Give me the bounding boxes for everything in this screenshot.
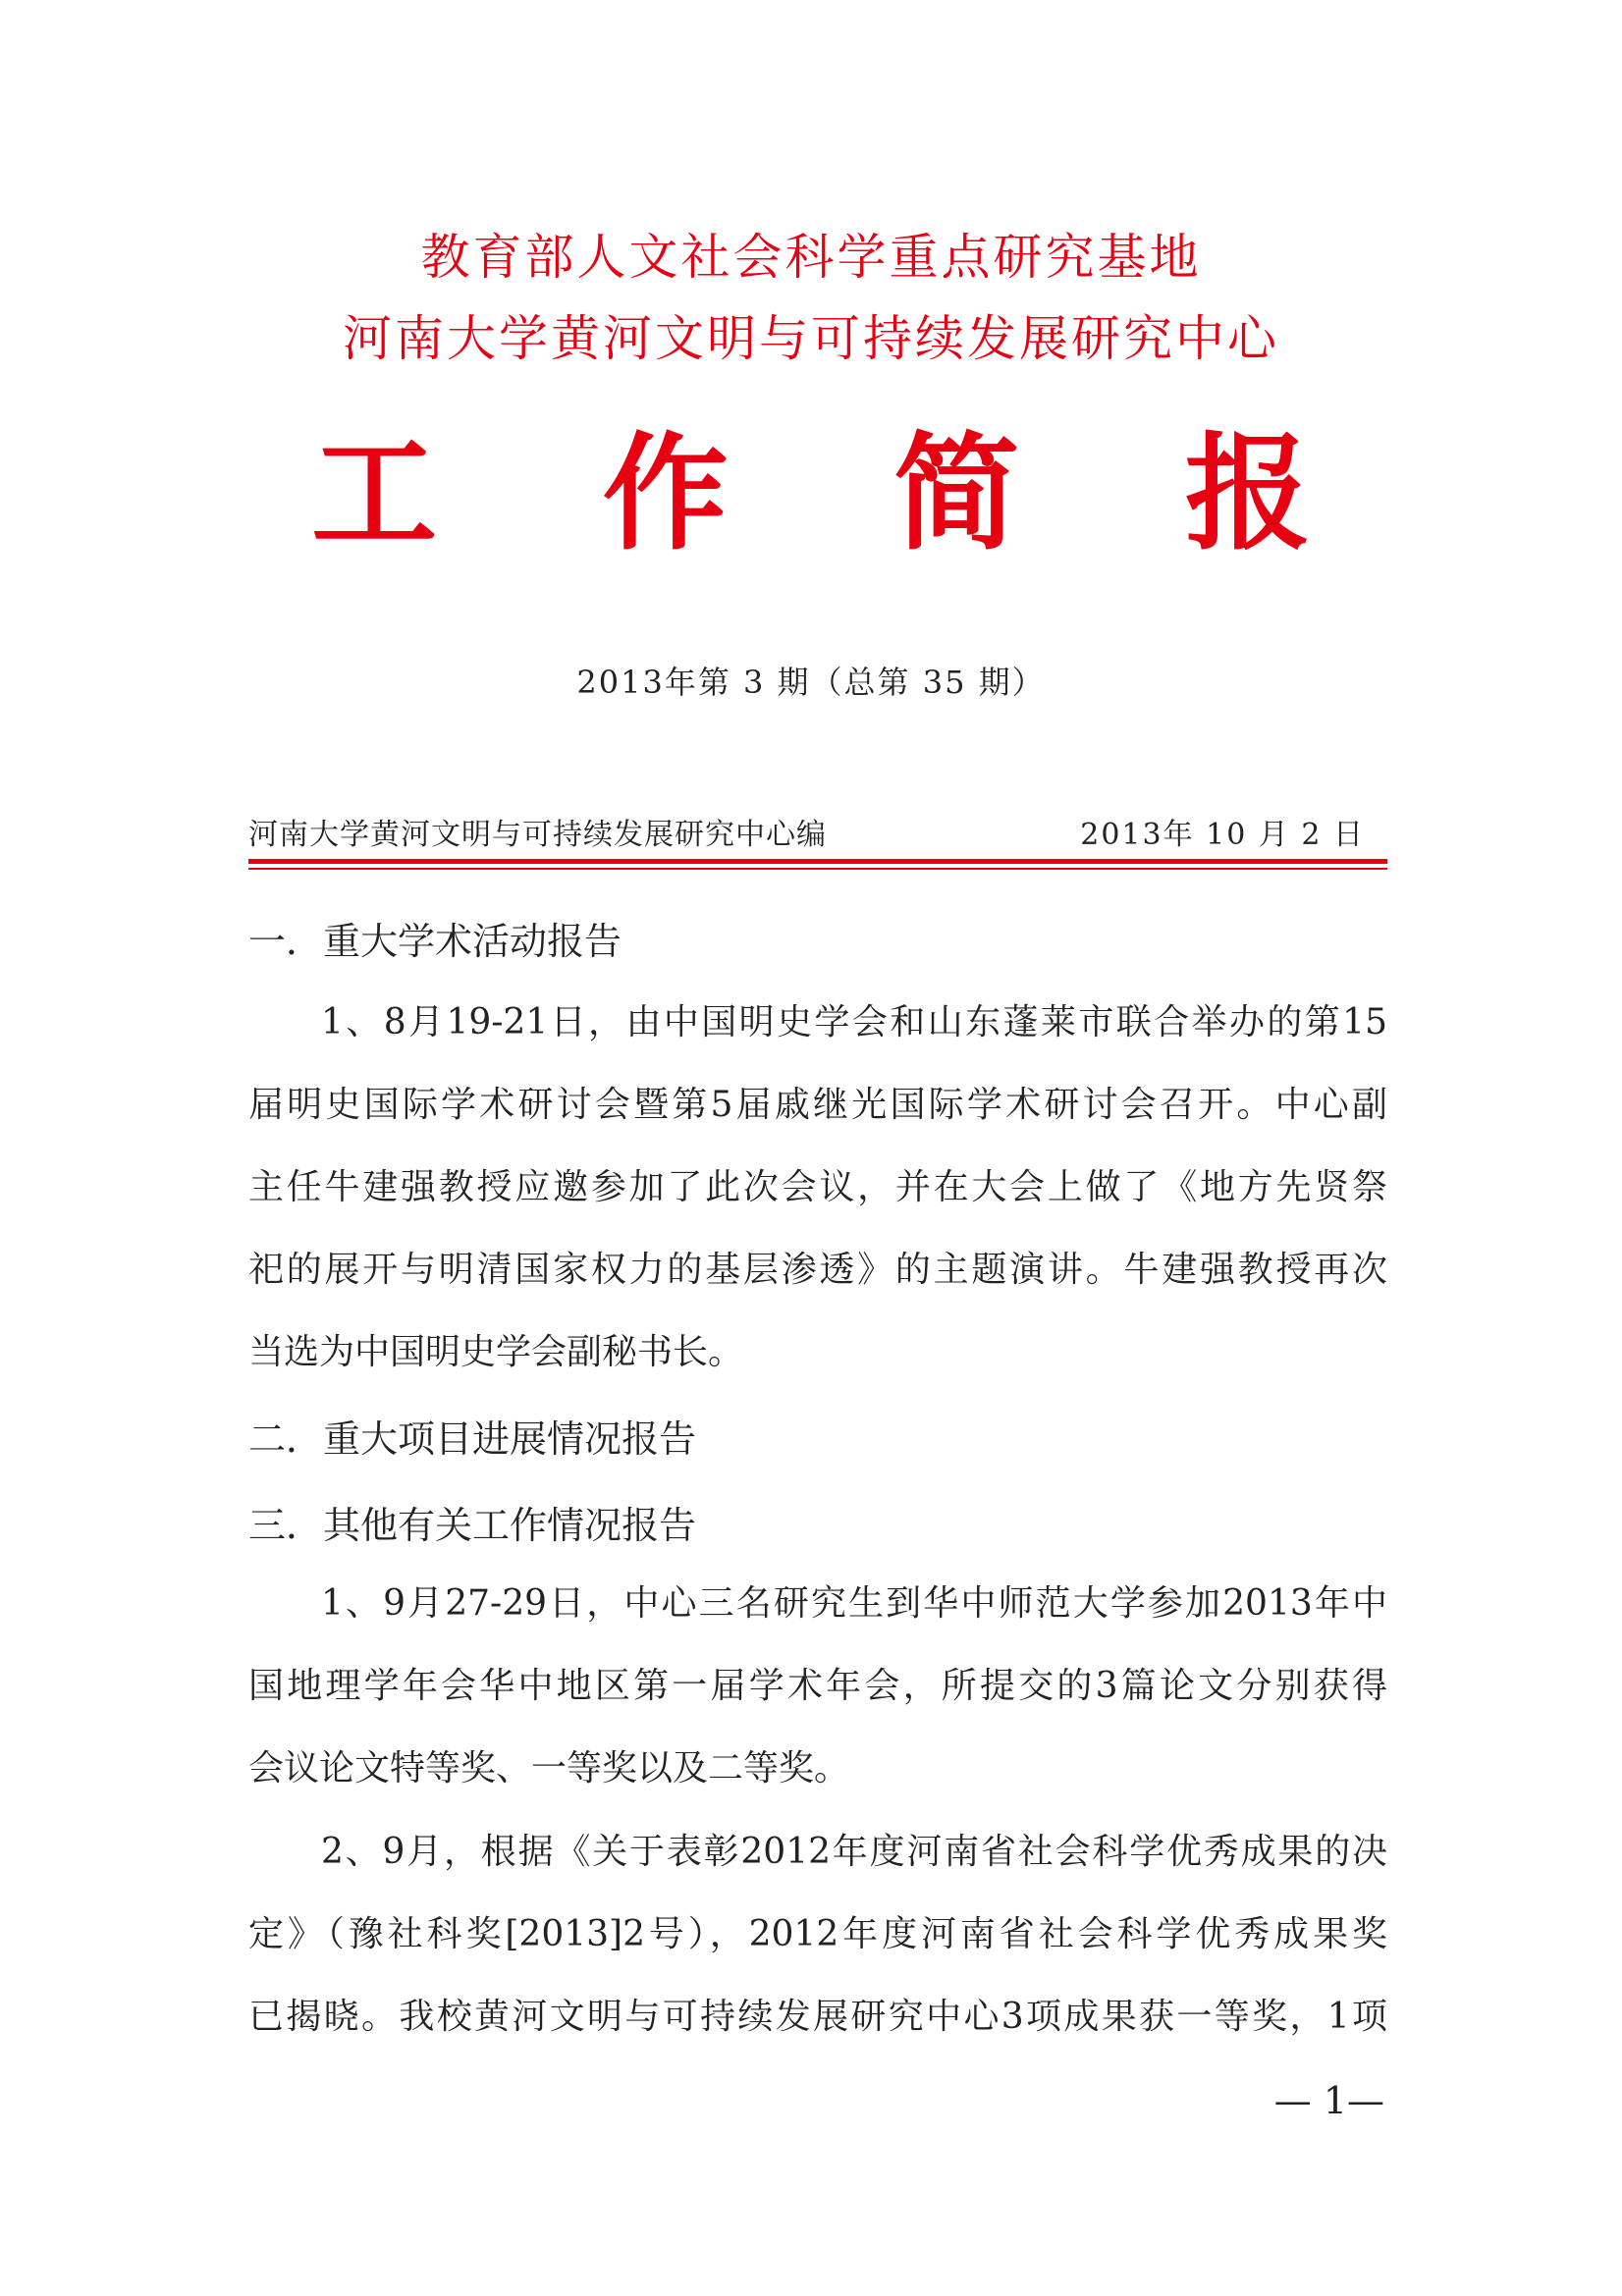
- paragraph-s1-1: [248, 982, 1387, 1394]
- paragraph-line: 届明史国际学术研讨会暨第5届戚继光国际学术研讨会召开。中心副: [248, 1085, 1387, 1125]
- section-heading-1: 一．重大学术活动报告: [248, 920, 622, 963]
- paragraph-line: 定》（豫社科奖[2013]2号），2012年度河南省社会科学优秀成果奖: [248, 1914, 1387, 1954]
- paragraph-line: 会议论文特等奖、一等奖以及二等奖。: [248, 1748, 850, 1789]
- publication-date: 2013年 10 月 2 日: [1080, 818, 1365, 852]
- paragraph-line: 当选为中国明史学会副秘书长。: [248, 1332, 744, 1372]
- issue-number: 2013年第 3 期（总第 35 期）: [576, 664, 1046, 701]
- section-heading-2: 二．重大项目进展情况报告: [248, 1417, 697, 1461]
- institution-line-2: 河南大学黄河文明与可持续发展研究中心: [343, 310, 1279, 367]
- paragraph-s3-1: [248, 1563, 1387, 1810]
- institution-line-1: 教育部人文社会科学重点研究基地: [420, 229, 1202, 286]
- red-divider-thin: [248, 868, 1387, 870]
- red-divider-thick: [248, 859, 1387, 864]
- section-heading-3: 三．其他有关工作情况报告: [248, 1504, 697, 1547]
- paragraph-s3-2: [248, 1811, 1387, 2058]
- paragraph-line: 主任牛建强教授应邀参加了此次会议，并在大会上做了《地方先贤祭: [248, 1167, 1387, 1207]
- page-number: — 1—: [1273, 2079, 1384, 2122]
- paragraph-line: 已揭晓。我校黄河文明与可持续发展研究中心3项成果获一等奖，1项: [248, 1997, 1387, 2037]
- paragraph-line: 1、8月19-21日，由中国明史学会和山东蓬莱市联合举办的第15: [321, 1002, 1387, 1042]
- paragraph-line: 1、9月27-29日，中心三名研究生到华中师范大学参加2013年中: [321, 1583, 1387, 1624]
- bulletin-title: 工 作 简 报: [311, 421, 1372, 567]
- paragraph-line: 国地理学年会华中地区第一届学术年会，所提交的3篇论文分别获得: [248, 1666, 1387, 1706]
- paragraph-line: 祀的展开与明清国家权力的基层渗透》的主题演讲。牛建强教授再次: [248, 1250, 1387, 1290]
- paragraph-line: 2、9月，根据《关于表彰2012年度河南省社会科学优秀成果的决: [321, 1832, 1387, 1872]
- editor-line: 河南大学黄河文明与可持续发展研究中心编: [248, 818, 827, 852]
